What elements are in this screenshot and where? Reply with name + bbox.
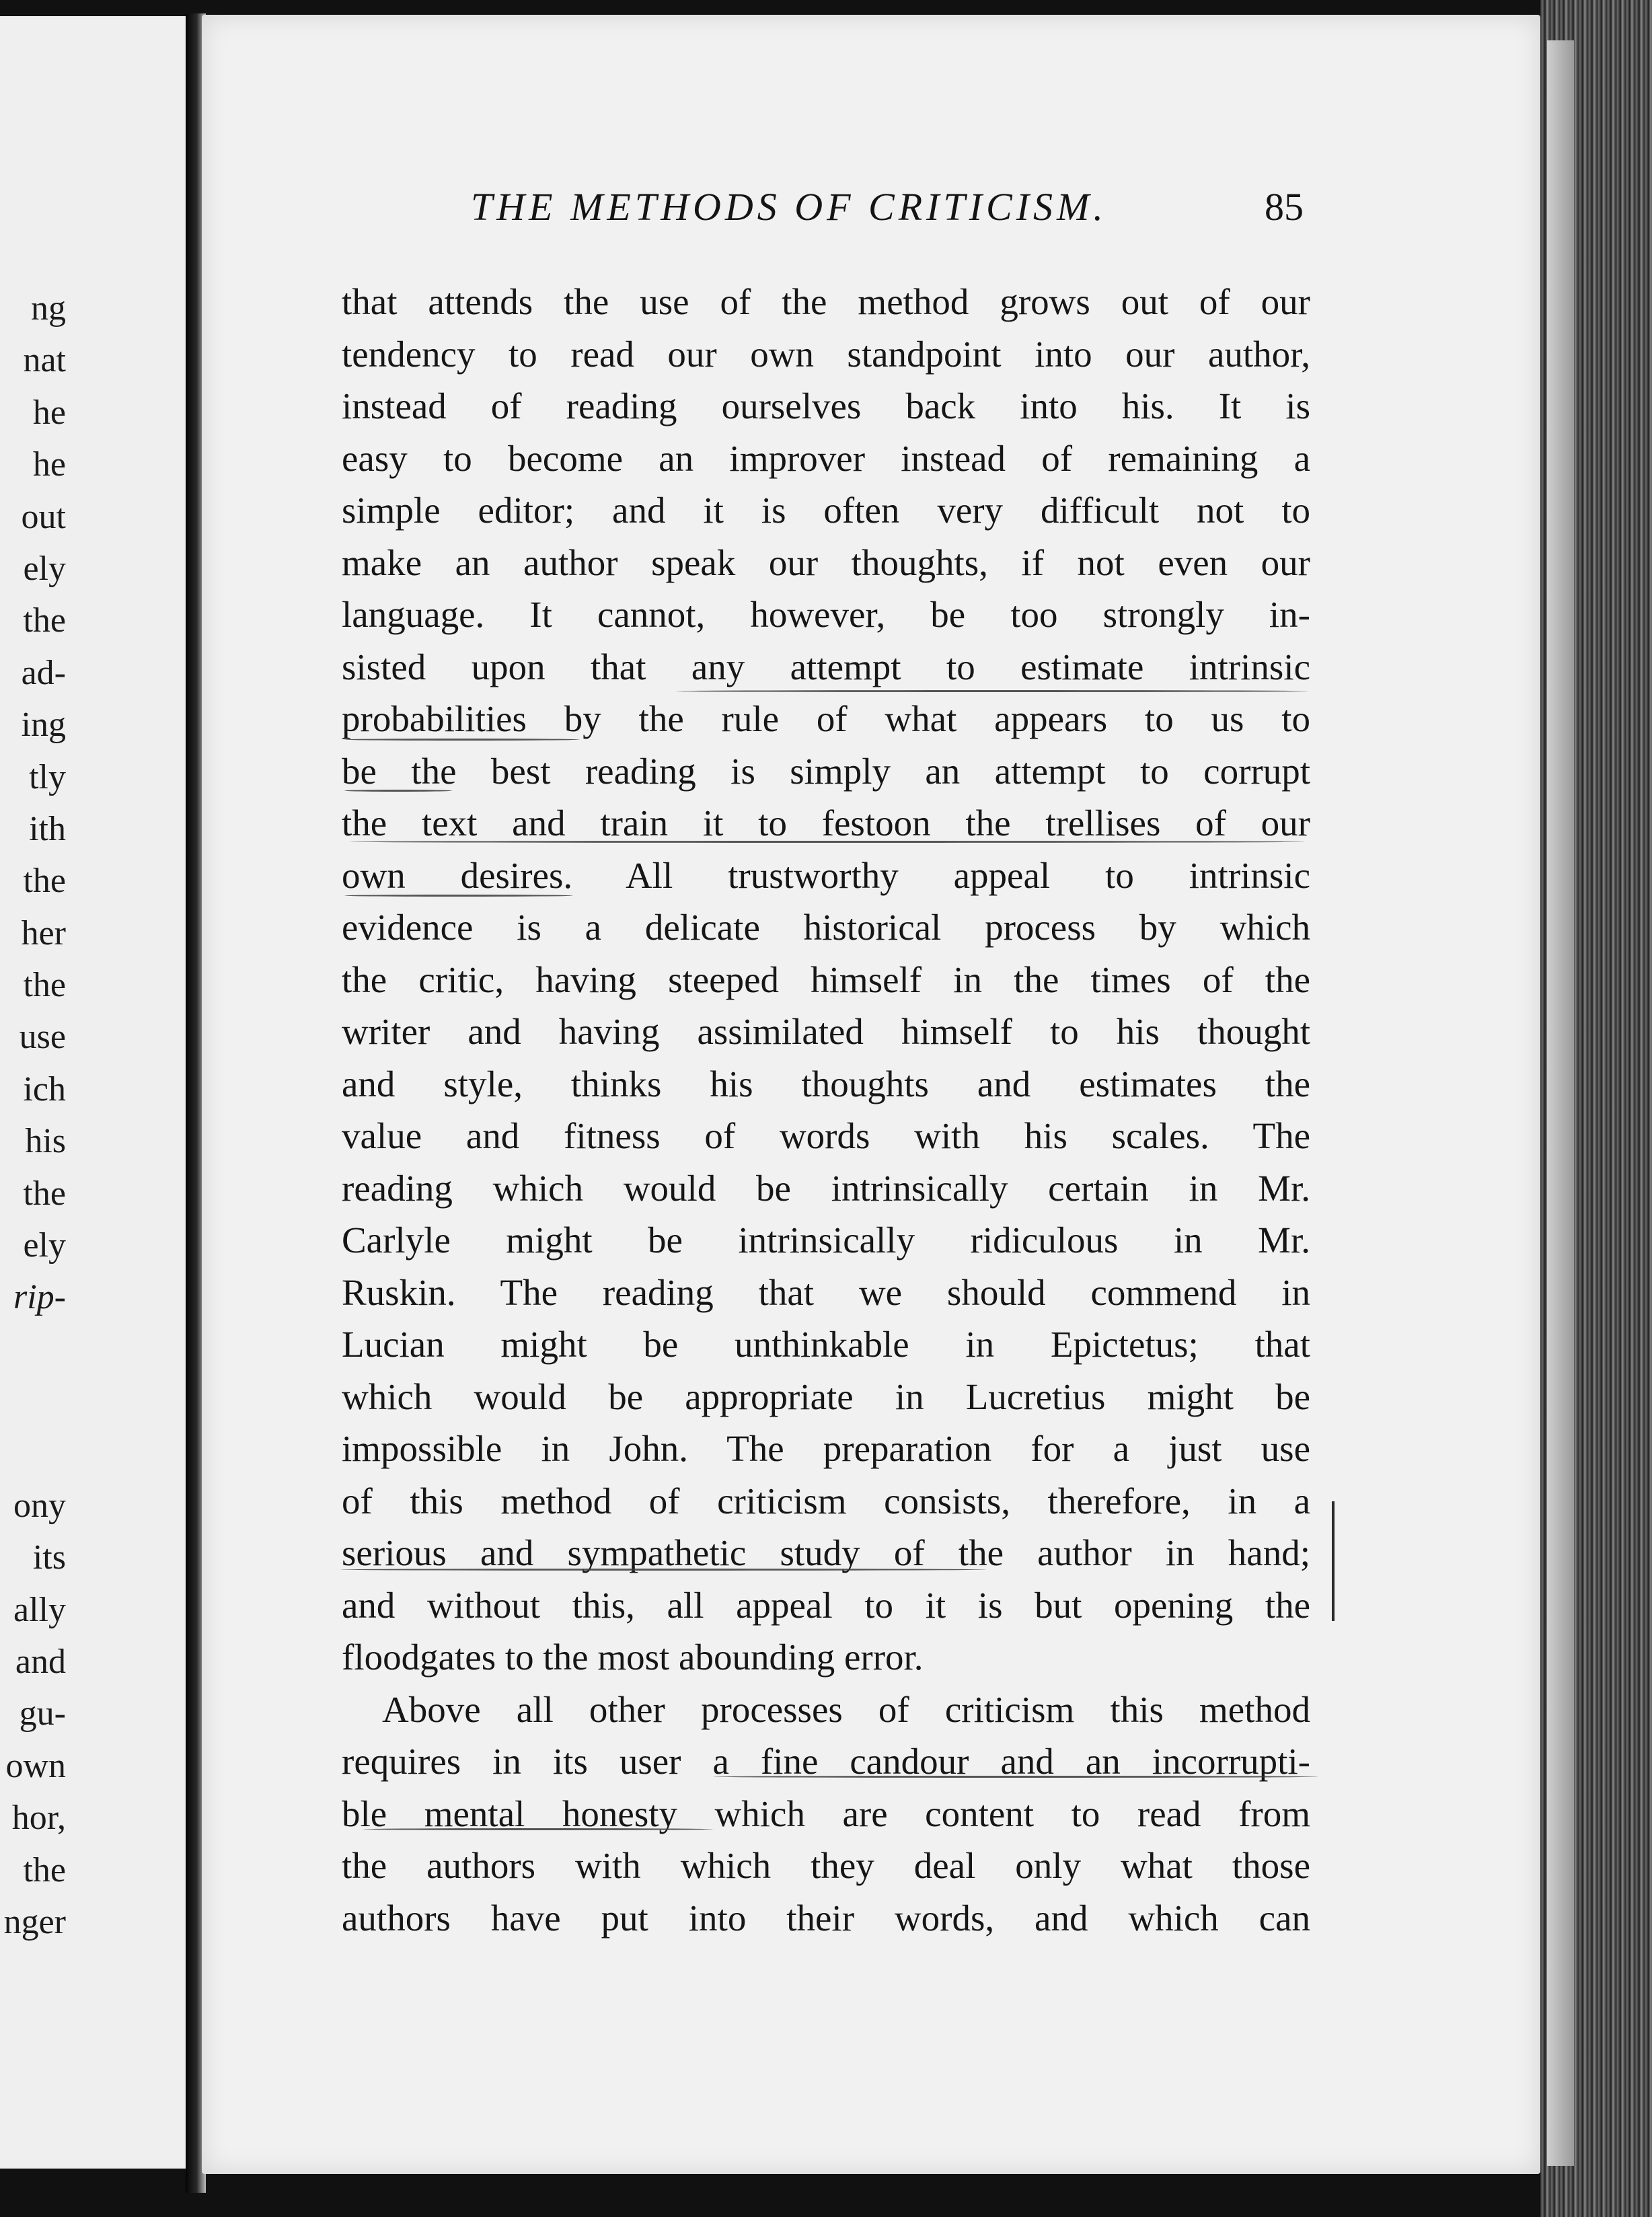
fragment-line: he [32, 393, 66, 432]
text-line: make an author speak our thoughts, if not even our [342, 541, 1310, 583]
fragment-line: the [23, 1850, 66, 1889]
fragment-line: its [32, 1538, 66, 1577]
fragment-line: ng [31, 289, 66, 328]
text-line: sisted upon that any attempt to estimate intrinsic [342, 646, 1310, 687]
pencil-underline [350, 841, 1305, 843]
pencil-underline [676, 690, 1308, 692]
fragment-line: ing [21, 706, 66, 745]
text-line: serious and sympathetic study of the author in hand; [342, 1532, 1310, 1573]
text-line: of this method of criticism consists, therefore, in a [342, 1480, 1310, 1521]
text-line: the text and train it to festoon the trellises of our [342, 802, 1310, 843]
text-line: that attends the use of the method grows out of our [342, 281, 1310, 322]
fragment-line: her [21, 913, 66, 952]
fragment-line: ely [23, 549, 66, 588]
text-line: language. It cannot, however, be too strongly in- [342, 594, 1310, 635]
previous-page-text [0, 283, 66, 1948]
fragment-line: nat [23, 341, 66, 380]
fragment-line: ad- [21, 653, 66, 692]
text-line: Carlyle might be intrinsically ridiculous in Mr. [342, 1219, 1310, 1261]
text-line: simple editor; and it is often very difficult not to [342, 490, 1310, 531]
fragment-line: the [23, 601, 66, 640]
fragment-line: gu- [19, 1694, 66, 1733]
fragment-line: use [19, 1018, 66, 1057]
fragment-line: nger [3, 1902, 66, 1941]
pencil-underline [340, 1569, 986, 1571]
fragment-line: ally [13, 1590, 66, 1629]
fragment-line: his [25, 1122, 66, 1161]
fragment-line: and [15, 1642, 66, 1681]
text-line: impossible in John. The preparation for a just use [342, 1428, 1310, 1469]
pencil-underline [713, 1776, 1318, 1778]
fragment-line: hor, [11, 1799, 66, 1838]
running-head: THE METHODS OF CRITICISM. [471, 185, 1107, 229]
text-line: instead of reading ourselves back into his. It is [342, 385, 1310, 426]
text-line: the authors with which they deal only what those [342, 1845, 1310, 1886]
text-line: easy to become an improver instead of remaining a [342, 437, 1310, 479]
pencil-underline [363, 1828, 713, 1830]
text-line: the critic, having steeped himself in the times of the [342, 959, 1310, 1000]
text-line: and without this, all appeal to it is but opening the [342, 1584, 1310, 1626]
text-line: authors have put into their words, and which can [342, 1897, 1310, 1939]
fragment-line: ony [13, 1486, 66, 1525]
text-line: ble mental honesty which are content to read from [342, 1793, 1310, 1834]
text-line: value and fitness of words with his scales. The [342, 1115, 1310, 1156]
fragment-line: the [23, 862, 66, 901]
fragment-line: ith [29, 809, 66, 848]
text-line: requires in its user a fine candour and an incorrupti- [342, 1741, 1310, 1782]
fragment-line: rip- [13, 1278, 66, 1317]
text-line: reading which would be intrinsically certain in Mr. [342, 1167, 1310, 1209]
pencil-underline [344, 895, 573, 897]
fragment-line: he [32, 445, 66, 484]
text-line: own desires. All trustworthy appeal to intrinsic [342, 854, 1310, 896]
text-line: writer and having assimilated himself to his thought [342, 1011, 1310, 1052]
fragment-line: tly [29, 757, 66, 796]
pencil-underline [344, 739, 580, 741]
text-line: be the best reading is simply an attempt to corrupt [342, 750, 1310, 792]
fragment-line: ich [23, 1069, 66, 1108]
text-line: floodgates to the most abounding error. [342, 1637, 924, 1678]
page-number: 85 [1265, 185, 1304, 229]
fragment-line: own [5, 1746, 66, 1785]
page-edge-highlight [1547, 40, 1574, 2166]
text-line: probabilities by the rule of what appears to us to [342, 698, 1310, 739]
fragment-gap [0, 1324, 66, 1480]
text-line: and style, thinks his thoughts and estimates the [342, 1063, 1310, 1104]
text-line: evidence is a delicate historical process by which [342, 907, 1310, 948]
text-line: Lucian might be unthinkable in Epictetus; that [342, 1324, 1310, 1365]
text-line: Ruskin. The reading that we should commend in [342, 1271, 1310, 1313]
fragment-line: the [23, 966, 66, 1005]
text-line: tendency to read our own standpoint into our author, [342, 333, 1310, 375]
body-text [342, 276, 1310, 1944]
text-line: Above all other processes of criticism this method [382, 1688, 1310, 1730]
fragment-line: out [21, 497, 66, 536]
fragment-line: the [23, 1174, 66, 1213]
pencil-underline [344, 790, 452, 792]
previous-page-fragment [0, 16, 190, 2169]
pencil-margin-mark [1332, 1501, 1335, 1621]
text-line: which would be appropriate in Lucretius might be [342, 1376, 1310, 1417]
fragment-line: ely [23, 1226, 66, 1265]
